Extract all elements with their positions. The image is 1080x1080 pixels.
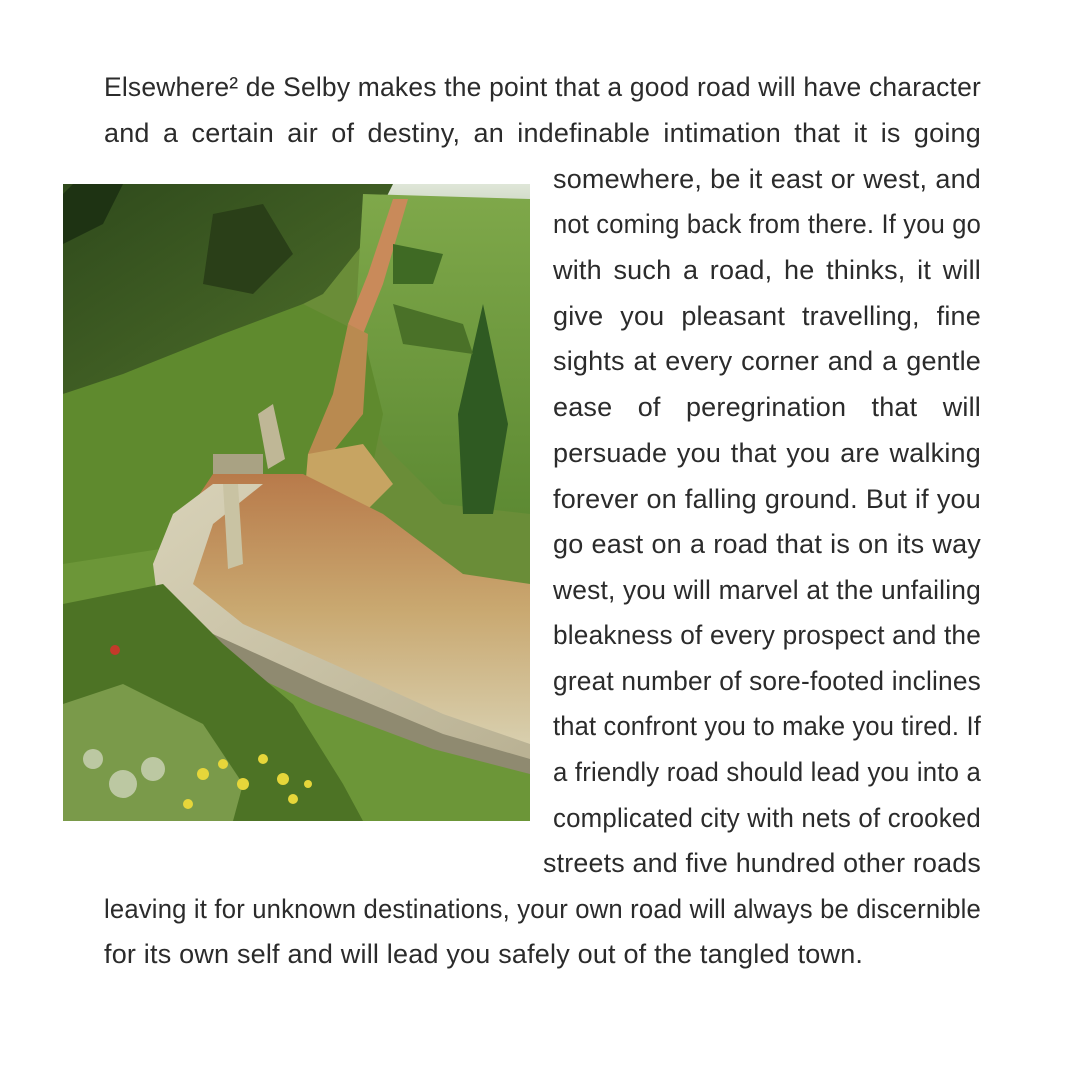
text-line-11: go east on a road that is on its way: [553, 529, 981, 559]
text-line-15: that confront you to make you tired. If: [553, 711, 981, 741]
text-line-20: for its own self and will lead you safely out of the tangled town.: [104, 939, 864, 969]
text-line-6: give you pleasant travelling, fine: [553, 301, 981, 331]
text-line-19: leaving it for unknown destinations, your own road will always be discernible: [104, 894, 981, 924]
road-photo: [63, 184, 530, 821]
text-line-3: somewhere, be it east or west, and: [553, 164, 981, 194]
text-line-10: forever on falling ground. But if you: [553, 484, 981, 514]
text-line-9: persuade you that you are walking: [553, 438, 981, 468]
text-line-12: west, you will marvel at the unfailing: [553, 575, 981, 605]
text-line-17: complicated city with nets of crooked: [553, 803, 981, 833]
text-line-1: Elsewhere² de Selby makes the point that a good road will have character: [104, 72, 981, 102]
text-line-13: bleakness of every prospect and the: [553, 620, 981, 650]
text-line-16: a friendly road should lead you into a: [553, 757, 981, 787]
road-landscape-image: [63, 184, 530, 821]
text-line-2: and a certain air of destiny, an indefinable intimation that it is going: [104, 118, 981, 148]
text-line-5: with such a road, he thinks, it will: [553, 255, 981, 285]
text-line-14: great number of sore-footed inclines: [553, 666, 981, 696]
text-line-18: streets and five hundred other roads: [543, 848, 981, 878]
text-line-7: sights at every corner and a gentle: [553, 346, 981, 376]
text-line-8: ease of peregrination that will: [553, 392, 981, 422]
text-line-4: not coming back from there. If you go: [553, 209, 981, 239]
